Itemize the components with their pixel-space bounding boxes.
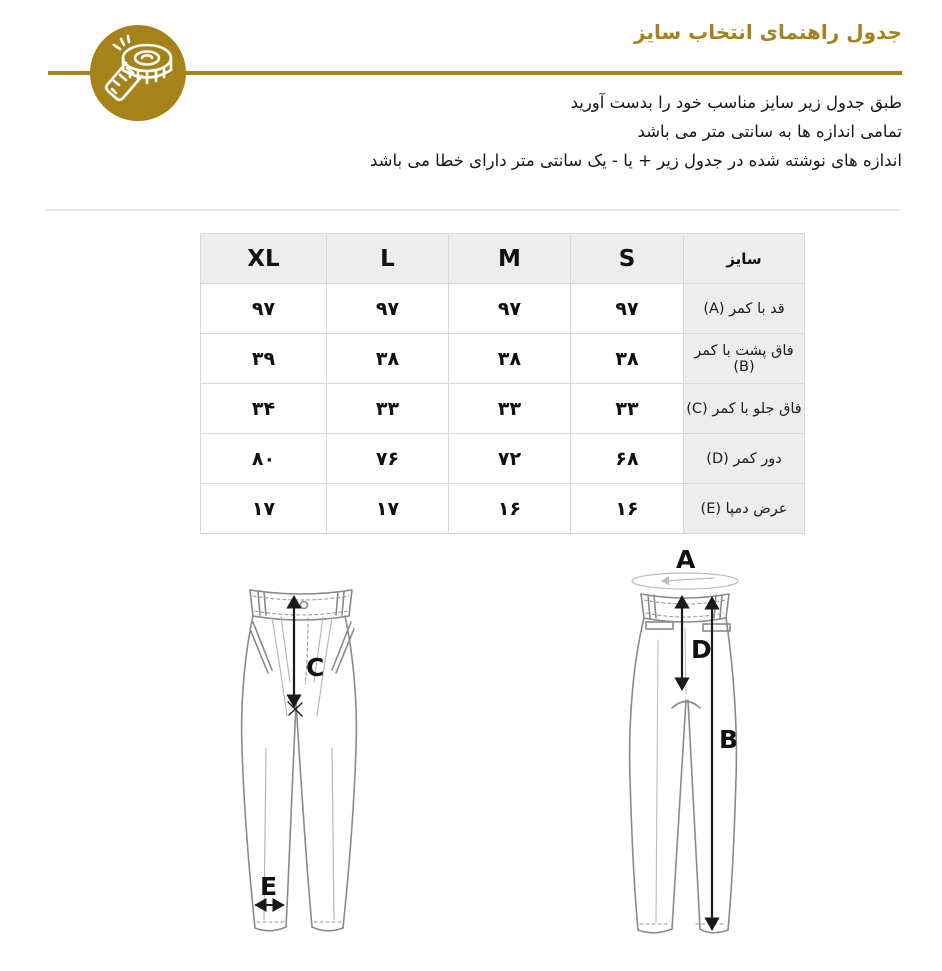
col-header-s: S: [571, 234, 684, 284]
row-label-b: فاق پشت با کمر (B): [684, 334, 805, 384]
intro-line-3: اندازه های نوشته شده در جدول زیر + یا - یک سانتی متر دارای خطا می باشد: [369, 151, 902, 170]
pants-front-drawing: [242, 590, 357, 931]
back-rise-label-d: D: [691, 635, 712, 664]
cell-b-xl: ۳۹: [201, 334, 327, 384]
page-title: جدول راهنمای انتخاب سایز: [634, 20, 902, 44]
row-label-c: فاق جلو با کمر (C): [684, 384, 805, 434]
cell-d-l: ۷۶: [327, 434, 449, 484]
col-header-size: سایز: [684, 234, 805, 284]
outseam-label-b: B: [719, 725, 739, 754]
table-row: [201, 434, 805, 484]
table-row: [201, 334, 805, 384]
cell-b-m: ۳۸: [449, 334, 571, 384]
cell-d-m: ۷۲: [449, 434, 571, 484]
cell-c-l: ۳۳: [327, 384, 449, 434]
row-label-d: دور کمر (D): [684, 434, 805, 484]
cell-c-s: ۳۳: [571, 384, 684, 434]
intro-text: [370, 88, 902, 175]
hem-width-label-e: E: [260, 872, 278, 901]
table-row: [201, 384, 805, 434]
cell-e-m: ۱۶: [449, 484, 571, 534]
size-table-header-row: [201, 234, 805, 284]
cell-c-xl: ۳۴: [201, 384, 327, 434]
cell-d-s: ۶۸: [571, 434, 684, 484]
col-header-l: L: [327, 234, 449, 284]
size-table: [200, 233, 805, 534]
cell-e-xl: ۱۷: [201, 484, 327, 534]
waist-label-a: A: [676, 548, 696, 574]
table-row: [201, 284, 805, 334]
cell-e-l: ۱۷: [327, 484, 449, 534]
pants-diagrams-svg: [220, 548, 780, 968]
cell-b-s: ۳۸: [571, 334, 684, 384]
front-rise-label-c: C: [306, 653, 325, 682]
measurement-diagrams: [220, 548, 780, 968]
cell-e-s: ۱۶: [571, 484, 684, 534]
cell-a-xl: ۹۷: [201, 284, 327, 334]
measuring-tape-badge: [90, 25, 186, 121]
cell-b-l: ۳۸: [327, 334, 449, 384]
intro-line-2: تمامی اندازه ها به سانتی متر می باشد: [637, 122, 902, 141]
cell-a-l: ۹۷: [327, 284, 449, 334]
measuring-tape-icon: [90, 25, 186, 121]
col-header-m: M: [449, 234, 571, 284]
row-label-a: قد با کمر (A): [684, 284, 805, 334]
intro-line-1: طبق جدول زیر سایز مناسب خود را بدست آورید: [570, 93, 902, 112]
row-label-e: عرض دمپا (E): [684, 484, 805, 534]
cell-a-s: ۹۷: [571, 284, 684, 334]
section-divider: [45, 209, 900, 211]
col-header-xl: XL: [201, 234, 327, 284]
cell-d-xl: ۸۰: [201, 434, 327, 484]
cell-a-m: ۹۷: [449, 284, 571, 334]
pants-back-drawing: [630, 548, 738, 933]
cell-c-m: ۳۳: [449, 384, 571, 434]
table-row: [201, 484, 805, 534]
